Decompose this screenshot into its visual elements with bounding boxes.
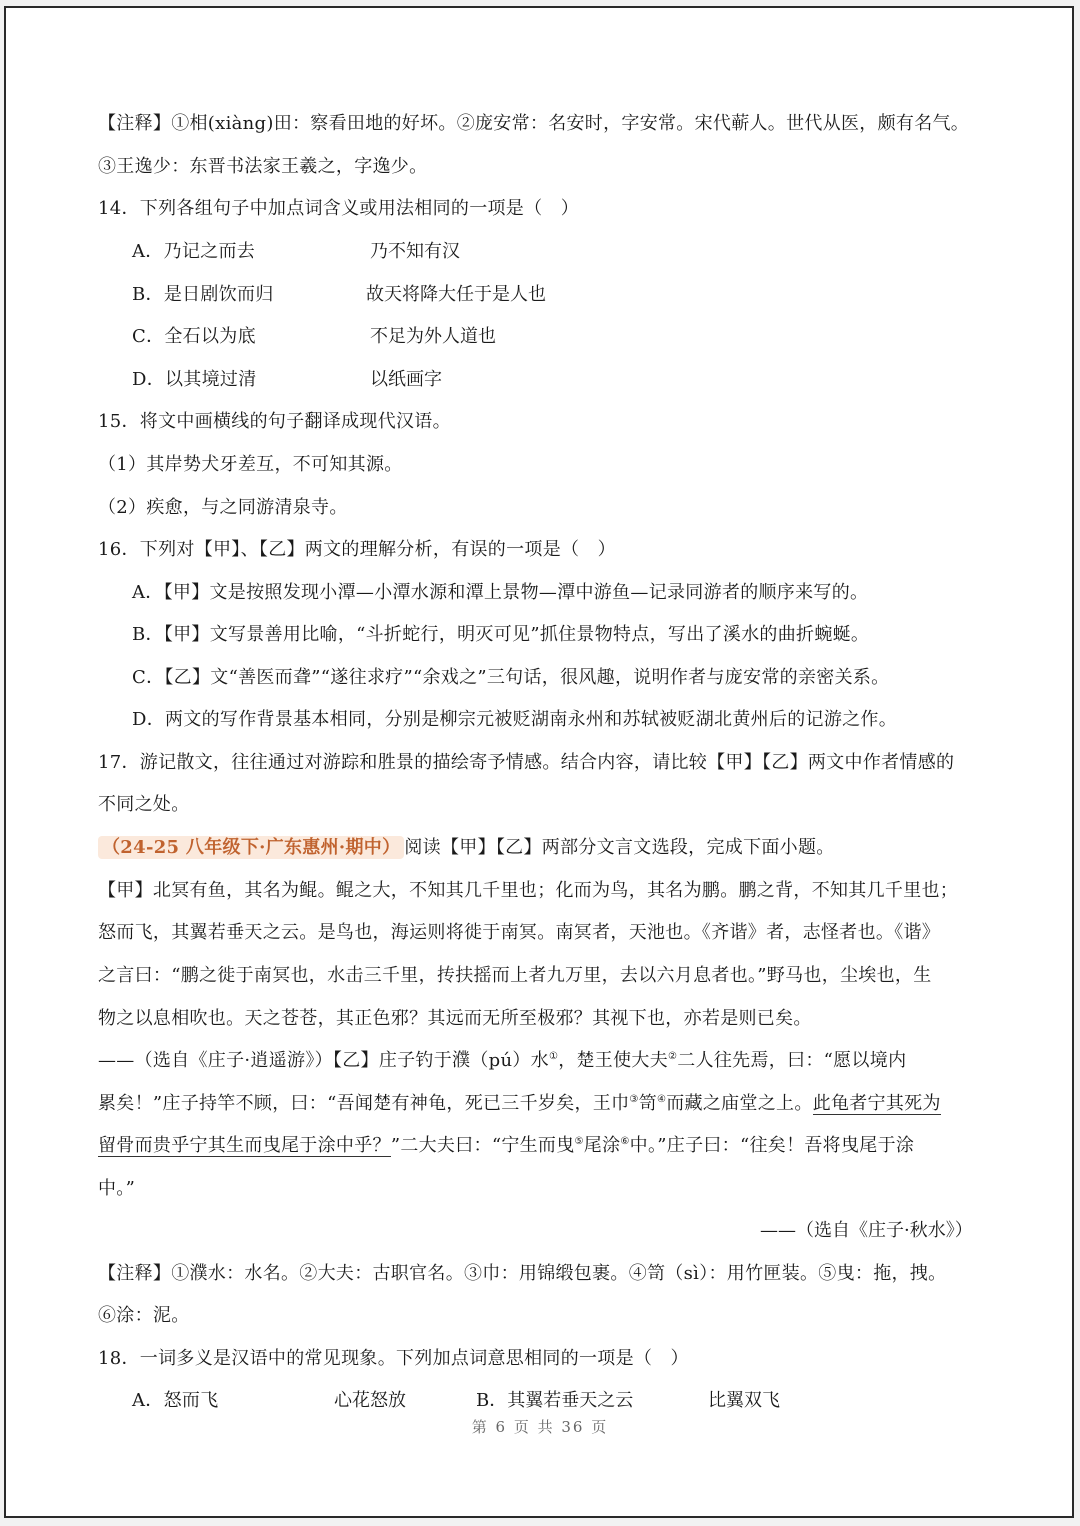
note-marker: ② <box>668 1051 678 1062</box>
notes1-line1: 【注释】①相(xiàng)田：察看田地的好坏。②庞安常：名安时，字安常。宋代蕲人。世代从医，颇有名气。 <box>98 113 970 134</box>
yi-line1-part-a: ——（选自《庄子·逍遥游》）【乙】庄子钓于濮（pú）水 <box>98 1050 549 1071</box>
yi-line4: 中。” <box>98 1178 136 1199</box>
note-marker: ⑥ <box>620 1136 630 1147</box>
q14-option-b-left: B．是日剧饮而归 <box>132 284 274 305</box>
note-marker: ① <box>548 1051 559 1062</box>
passage-header <box>98 835 835 861</box>
yi-line1 <box>98 1048 906 1074</box>
q15-stem: 15．将文中画横线的句子翻译成现代汉语。 <box>98 411 451 432</box>
source-tag: （24-25 八年级下·广东惠州·期中） <box>98 836 404 859</box>
q14-option-b-right: 故天将降大任于是人也 <box>366 284 546 305</box>
q17-line1: 17．游记散文，往往通过对游踪和胜景的描绘寄予情感。结合内容，请比较【甲】【乙】两文中作者情感的 <box>98 752 955 773</box>
notes1-line2: ③王逸少：东晋书法家王羲之，字逸少。 <box>98 156 428 177</box>
q14-option-a-right: 乃不知有汉 <box>370 241 460 262</box>
jia-line4: 物之以息相吹也。天之苍苍，其正色邪？其远而无所至极邪？其视下也，亦若是则已矣。 <box>98 1008 812 1029</box>
q16-option-c: C．【乙】文“善医而聋”“遂往求疗”“余戏之”三句话，很风趣，说明作者与庞安常的亲密关系。 <box>132 667 890 688</box>
yi-line3-part-a: ”二大夫曰：“宁生而曳 <box>390 1135 575 1156</box>
q16-option-b: B．【甲】文写景善用比喻，“斗折蛇行，明灭可见”抓住景物特点，写出了溪水的曲折蜿蜒。 <box>132 624 870 645</box>
yi-line3 <box>98 1133 914 1159</box>
underlined-sentence: 留骨而贵乎宁其生而曳尾于涂中乎？ <box>98 1135 391 1156</box>
yi-line2-part-b: 笥 <box>638 1093 657 1114</box>
q14-stem: 14．下列各组句子中加点词含义或用法相同的一项是（ ） <box>98 198 580 219</box>
q14-option-c-left: C．全石以为底 <box>132 326 256 347</box>
yi-line3-part-c: 中。”庄子曰：“往矣！吾将曳尾于涂 <box>629 1135 915 1156</box>
q14-option-d-left: D．以其境过清 <box>132 369 257 390</box>
yi-line2 <box>98 1091 941 1117</box>
q15-sentence-2: （2）疾愈，与之同游清泉寺。 <box>98 497 348 518</box>
yi-line3-part-b: 尾涂 <box>583 1135 621 1156</box>
q18-option-a-right: 心花怒放 <box>334 1390 406 1411</box>
jia-line2: 怒而飞，其翼若垂天之云。是鸟也，海运则将徙于南冥。南冥者，天池也。《齐谐》者，志怪者也。《谐》 <box>98 922 941 943</box>
note-marker: ④ <box>656 1094 667 1105</box>
yi-line1-part-b: ，楚王使大夫 <box>558 1050 669 1071</box>
jia-line3: 之言曰：“鹏之徙于南冥也，水击三千里，抟扶摇而上者九万里，去以六月息者也。”野马也，尘埃也，生 <box>98 965 932 986</box>
yi-line2-part-a: 累矣！”庄子持竿不顾，曰：“吾闻楚有神龟，死已三千岁矣，王巾 <box>98 1093 630 1114</box>
q16-stem: 16．下列对【甲】、【乙】两文的理解分析，有误的一项是（ ） <box>98 539 616 560</box>
yi-line1-part-c: 二人往先焉，曰：“愿以境内 <box>677 1050 907 1071</box>
q18-option-b-right: 比翼双飞 <box>708 1390 780 1411</box>
notes2-line1: 【注释】①濮水：水名。②大夫：古职官名。③巾：用锦缎包裹。④笥（sì）：用竹匣装。⑤曳：拖，拽。 <box>98 1263 947 1284</box>
q16-option-d: D．两文的写作背景基本相同，分别是柳宗元被贬湖南永州和苏轼被贬湖北黄州后的记游之作。 <box>132 709 898 730</box>
q14-option-d-right: 以纸画字 <box>370 369 442 390</box>
q18-stem: 18．一词多义是汉语中的常见现象。下列加点词意思相同的一项是（ ） <box>98 1348 689 1369</box>
note-marker: ③ <box>629 1094 639 1105</box>
underlined-sentence: 此龟者宁其死为 <box>812 1093 941 1114</box>
note-marker: ⑤ <box>574 1136 584 1147</box>
q16-option-a: A．【甲】文是按照发现小潭—小潭水源和潭上景物—潭中游鱼—记录同游者的顺序来写的。 <box>132 582 869 603</box>
yi-line2-part-c: 而藏之庙堂之上。 <box>666 1093 813 1114</box>
page-footer: 第 6 页 共 36 页 <box>471 1418 609 1436</box>
passage-source: ——（选自《庄子·秋水》） <box>760 1220 973 1241</box>
q14-option-c-right: 不足为外人道也 <box>370 326 496 347</box>
passage-intro: 阅读【甲】【乙】两部分文言文选段，完成下面小题。 <box>404 837 835 858</box>
jia-line1: 【甲】北冥有鱼，其名为鲲。鲲之大，不知其几千里也；化而为鸟，其名为鹏。鹏之背，不知其几千里也； <box>98 880 959 901</box>
q17-line2: 不同之处。 <box>98 794 190 815</box>
q14-option-a-left: A．乃记之而去 <box>132 241 256 262</box>
notes2-line2: ⑥涂：泥。 <box>98 1305 190 1326</box>
q15-sentence-1: （1）其岸势犬牙差互，不可知其源。 <box>98 454 403 475</box>
q18-option-b-left: B．其翼若垂天之云 <box>476 1390 634 1411</box>
q18-option-a-left: A．怒而飞 <box>132 1390 219 1411</box>
